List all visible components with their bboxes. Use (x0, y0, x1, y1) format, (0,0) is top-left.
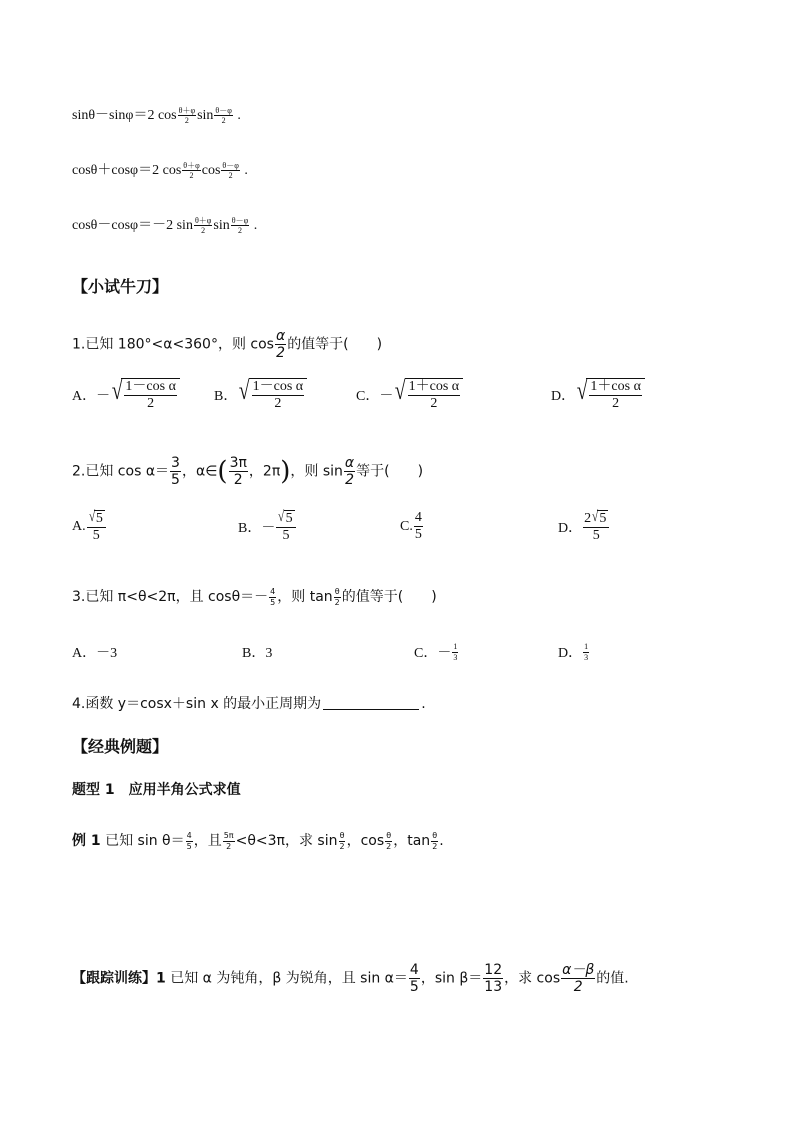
fraction (431, 831, 438, 850)
fraction (583, 510, 609, 544)
fraction-den: 2 (339, 841, 345, 851)
fraction-den: 2 (233, 472, 243, 489)
fraction (275, 328, 286, 361)
fraction-num: 1－cos α (124, 379, 177, 396)
sqrt (393, 378, 463, 412)
q1-option-d[interactable] (551, 378, 645, 412)
option-label: C．－ (414, 646, 452, 661)
fraction-den: 5 (270, 597, 276, 607)
section-heading-examples: 【经典例题】 (72, 737, 169, 756)
fraction (223, 831, 235, 850)
question-4 (72, 694, 426, 714)
question-text: 的值等于( ) (287, 336, 383, 353)
radical-sign: √ (576, 376, 588, 405)
option-label: C．－ (356, 389, 394, 405)
example-text: ，cos (346, 833, 385, 849)
q1-option-a[interactable] (72, 378, 180, 412)
formula-end: . (237, 108, 241, 123)
fraction-num: 5π (223, 831, 234, 841)
fraction-num: 4 (270, 587, 276, 597)
fraction (452, 642, 458, 661)
question-text: ，α∈ (181, 463, 218, 480)
fraction (87, 510, 106, 544)
example-text: <θ<3π，求 sin (235, 833, 338, 849)
fraction-num (583, 510, 609, 528)
fraction-num: 3 (171, 455, 180, 471)
practice-label: 【跟踪训练】1 (72, 970, 166, 987)
practice-text: ，求 cos (504, 970, 561, 987)
fraction (414, 510, 423, 543)
sqrt (591, 510, 608, 527)
topic-heading: 题型 1 应用半角公式求值 (72, 782, 241, 798)
fraction-num: θ＋φ (183, 161, 200, 171)
q3-option-a[interactable] (72, 642, 117, 662)
option-label: B．3 (242, 646, 273, 661)
option-label: B． (214, 389, 238, 405)
question-text: 等于( ) (356, 463, 424, 480)
fraction-num: α (344, 455, 355, 471)
formula-sin-diff (72, 106, 241, 126)
example-text: 已知 sin θ＝ (100, 833, 185, 849)
fraction-num (276, 510, 295, 528)
formula-text: cosθ＋cosφ＝2 cos (72, 163, 182, 178)
fraction-den: 2 (221, 116, 226, 126)
fraction-den: 2 (345, 472, 354, 489)
fraction (589, 379, 642, 412)
q2-option-c[interactable] (400, 510, 424, 543)
coefficient: 2 (584, 510, 592, 526)
option-label: D． (558, 521, 583, 537)
formula-end: . (244, 163, 248, 178)
example-text: ，tan (393, 833, 431, 849)
q2-option-a[interactable] (72, 510, 107, 544)
fraction-den: 5 (171, 472, 180, 489)
question-text: . (421, 696, 426, 712)
fraction-den: 2 (386, 841, 392, 851)
question-text: ，则 tan (277, 589, 333, 605)
radicand (405, 378, 464, 412)
fraction-den: 5 (92, 528, 100, 544)
question-text: 2.已知 cos α＝ (72, 463, 170, 480)
fraction-num: θ (339, 831, 345, 841)
radical-sign: √ (111, 376, 123, 405)
formula-cos-sum (72, 161, 248, 181)
radical-sign: √ (592, 509, 599, 525)
fraction-den: 2 (430, 396, 438, 412)
radical-sign: √ (239, 376, 250, 405)
fraction-den: 2 (274, 396, 282, 412)
fraction (583, 642, 589, 661)
q3-option-d[interactable] (558, 642, 590, 662)
fraction-den: 2 (612, 396, 620, 412)
fraction (229, 455, 248, 488)
fraction-den: 2 (573, 979, 583, 996)
fraction-num: θ (334, 587, 340, 597)
practice-text: ，sin β＝ (420, 970, 483, 987)
fraction-num: 4 (409, 962, 419, 978)
fraction-den: 2 (276, 345, 286, 362)
practice-text: 已知 α 为钝角，β 为锐角，且 sin α＝ (165, 970, 408, 987)
question-text: 3.已知 π<θ<2π，且 cosθ＝－ (72, 589, 269, 605)
q1-option-b[interactable] (214, 378, 307, 412)
fraction-den: 2 (228, 171, 233, 181)
fraction-den: 5 (592, 528, 600, 544)
fraction (178, 106, 196, 125)
fraction-num: 12 (484, 962, 503, 978)
right-paren: ) (280, 456, 291, 487)
option-label: D． (551, 389, 576, 405)
fraction-num: α (275, 328, 286, 344)
fraction (561, 962, 595, 995)
radicand: 5 (285, 511, 293, 526)
option-label: B．－ (238, 521, 276, 537)
fraction-num: θ－φ (215, 106, 232, 116)
formula-text: sin (213, 218, 230, 233)
question-1 (72, 328, 382, 361)
answer-blank[interactable] (323, 709, 419, 710)
option-label: C. (400, 518, 413, 534)
fraction (269, 587, 276, 606)
formula-end: . (253, 218, 258, 233)
radicand (121, 378, 180, 412)
radicand (586, 378, 645, 412)
question-text: ，则 sin (290, 463, 343, 480)
practice-1 (72, 962, 629, 995)
sqrt (110, 378, 180, 412)
fraction-den: 2 (147, 396, 155, 412)
radical-sign: √ (395, 376, 406, 405)
formula-text: cosθ－cosφ＝－2 sin (72, 218, 193, 233)
question-text: 4.函数 y＝cosx＋sin x 的最小正周期为 (72, 696, 322, 712)
radical-sign: √ (278, 509, 285, 525)
fraction-den: 5 (414, 527, 422, 543)
fraction (409, 962, 420, 995)
fraction (221, 161, 239, 180)
option-label: A．－3 (72, 646, 118, 661)
q3-option-b[interactable] (242, 642, 272, 662)
formula-text: sinθ－sinφ＝2 cos (72, 108, 177, 123)
fraction-num: 3π (229, 455, 247, 471)
radical-sign: √ (88, 509, 95, 525)
sqrt (277, 510, 294, 527)
option-label: A. (72, 519, 86, 535)
fraction (182, 161, 200, 180)
fraction (252, 379, 305, 412)
fraction-num: 4 (414, 510, 423, 527)
example-text: . (439, 833, 444, 849)
fraction-num (87, 510, 106, 528)
question-text: 1.已知 180°<α<360°，则 cos (72, 336, 274, 353)
fraction-den: 3 (584, 652, 589, 662)
fraction-den: 5 (282, 528, 290, 544)
example-label: 例 1 (72, 833, 101, 849)
fraction-den: 3 (453, 652, 458, 662)
fraction (483, 962, 503, 995)
fraction-num: θ (386, 831, 392, 841)
fraction (338, 831, 345, 850)
formula-text: cos (201, 163, 221, 178)
q2-option-b[interactable] (238, 510, 297, 544)
example-1 (72, 831, 444, 851)
fraction-num: 1＋cos α (589, 379, 642, 396)
fraction (334, 587, 341, 606)
q3-option-c[interactable] (414, 642, 459, 662)
fraction-den: 5 (186, 841, 192, 851)
fraction-den: 2 (226, 841, 232, 851)
question-2 (72, 455, 423, 488)
question-3 (72, 587, 437, 607)
q1-option-c[interactable] (356, 378, 463, 412)
fraction-den: 13 (484, 979, 503, 996)
fraction-num: θ＋φ (194, 216, 212, 226)
section-heading-practice: 【小试牛刀】 (72, 277, 169, 296)
fraction-den: 2 (189, 171, 194, 181)
interval-end: ，2π (248, 463, 281, 480)
fraction-den: 2 (184, 116, 189, 126)
radicand: 5 (95, 511, 103, 526)
fraction (276, 510, 295, 544)
sqrt (237, 378, 307, 412)
fraction (194, 216, 212, 235)
sqrt (575, 378, 645, 412)
fraction-num: θ－φ (222, 161, 239, 171)
fraction (170, 455, 181, 488)
option-label: D． (558, 646, 583, 661)
practice-text: 的值. (596, 970, 629, 987)
fraction-den: 2 (334, 597, 340, 607)
fraction (408, 379, 461, 412)
fraction-num: 1－cos α (252, 379, 305, 396)
fraction-den: 2 (432, 841, 438, 851)
q2-option-d[interactable] (558, 510, 610, 544)
formula-text: sin (197, 108, 214, 123)
fraction (344, 455, 355, 488)
fraction (385, 831, 392, 850)
fraction-num: 1 (584, 642, 589, 652)
sqrt (88, 510, 105, 527)
fraction (124, 379, 177, 412)
radicand: 5 (599, 511, 607, 526)
fraction (214, 106, 232, 125)
fraction-num: 4 (186, 831, 192, 841)
example-text: ，且 (193, 833, 222, 849)
fraction-num: α－β (562, 962, 595, 978)
fraction-den: 5 (409, 979, 419, 996)
fraction (186, 831, 193, 850)
fraction-num: 1 (453, 642, 458, 652)
radicand (249, 378, 308, 412)
fraction-num: 1＋cos α (408, 379, 461, 396)
fraction-num: θ (432, 831, 438, 841)
fraction-den: 2 (201, 226, 206, 236)
fraction-num: θ＋φ (178, 106, 196, 116)
fraction-num: θ－φ (231, 216, 249, 226)
option-label: A．－ (72, 389, 111, 405)
formula-cos-diff (72, 216, 257, 236)
question-text: 的值等于( ) (341, 589, 437, 605)
left-paren: ( (217, 456, 228, 487)
fraction-den: 2 (237, 226, 242, 236)
fraction (231, 216, 249, 235)
